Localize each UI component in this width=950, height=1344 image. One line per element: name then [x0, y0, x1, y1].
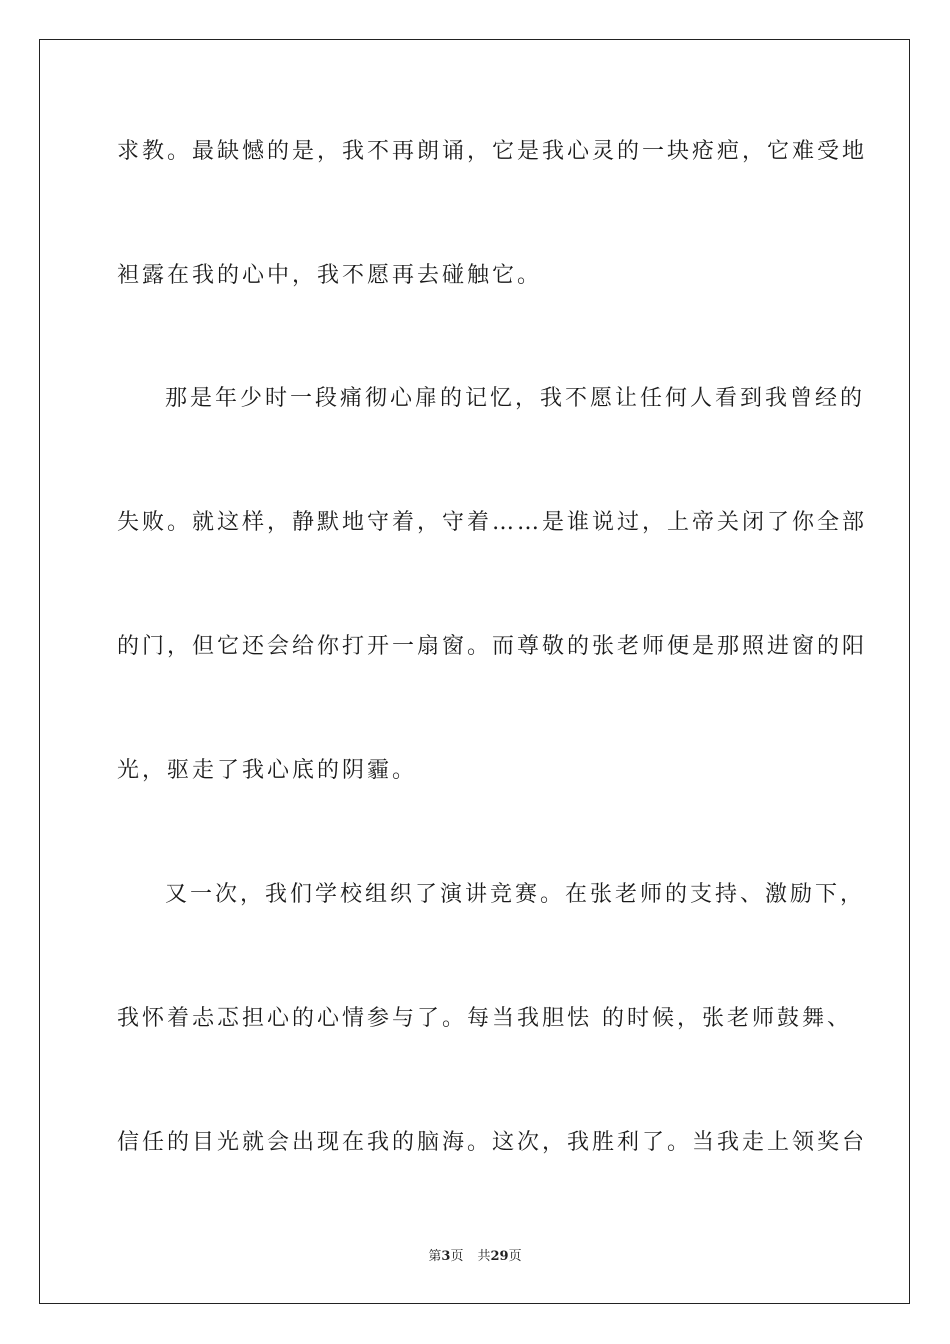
- text-line-4: 失败。就这样，静默地守着，守着……是谁说过，上帝关闭了你全部: [117, 510, 868, 535]
- total-pages: 29: [490, 1249, 509, 1264]
- text-line-6: 光，驱走了我心底的阴霾。: [117, 758, 418, 783]
- text-line-7: 又一次，我们学校组织了演讲竞赛。在张老师的支持、激励下，: [165, 882, 866, 907]
- page-prefix: 第: [428, 1249, 442, 1264]
- page-number: 3: [441, 1249, 451, 1264]
- text-line-2: 袒露在我的心中，我不愿再去碰触它。: [117, 263, 543, 288]
- page-footer: [0, 1248, 950, 1266]
- page-suffix: 页: [450, 1249, 464, 1264]
- total-suffix: 页: [508, 1249, 522, 1264]
- text-line-9: 信任的目光就会出现在我的脑海。这次，我胜利了。当我走上领奖台: [117, 1130, 868, 1155]
- text-line-5: 的门，但它还会给你打开一扇窗。而尊敬的张老师便是那照进窗的阳: [117, 634, 868, 659]
- text-line-8: 我怀着忐忑担心的心情参与了。每当我胆怯 的时候，张老师鼓舞、: [117, 1006, 852, 1031]
- page-border: [39, 39, 910, 1304]
- text-line-3: 那是年少时一段痛彻心扉的记忆，我不愿让任何人看到我曾经的: [165, 386, 866, 411]
- text-line-1: 求教。最缺憾的是，我不再朗诵，它是我心灵的一块疮疤，它难受地: [117, 139, 868, 164]
- total-prefix: 共: [477, 1249, 491, 1264]
